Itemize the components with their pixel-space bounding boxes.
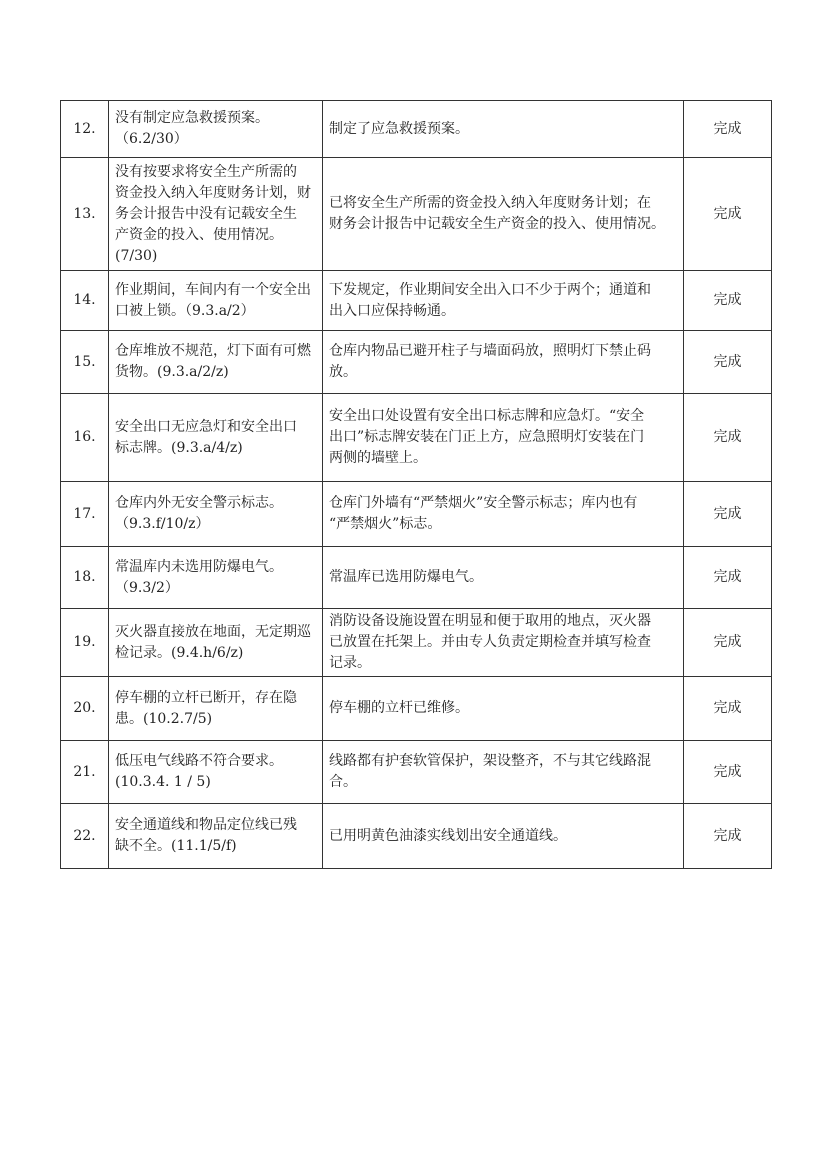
row-number: 19. — [61, 609, 109, 677]
table-row — [61, 547, 772, 609]
action-cell: 已将安全生产所需的资金投入纳入年度财务计划；在 财务会计报告中记载安全生产资金的投入、使用情况。 — [323, 158, 684, 271]
row-number: 14. — [61, 271, 109, 331]
status-cell: 完成 — [684, 331, 772, 394]
action-cell: 常温库已选用防爆电气。 — [323, 547, 684, 609]
status-cell: 完成 — [684, 547, 772, 609]
row-number: 22. — [61, 804, 109, 869]
row-number: 20. — [61, 677, 109, 741]
table-row — [61, 741, 772, 804]
row-number: 13. — [61, 158, 109, 271]
action-cell: 仓库门外墙有“严禁烟火”安全警示标志；库内也有 “严禁烟火”标志。 — [323, 482, 684, 547]
issue-cell: 灭火器直接放在地面，无定期巡 检记录。(9.4.h/6/z) — [109, 609, 323, 677]
action-cell: 消防设备设施设置在明显和便于取用的地点，灭火器 已放置在托架上。并由专人负责定期检查并填写检查 记录。 — [323, 609, 684, 677]
status-cell: 完成 — [684, 101, 772, 158]
status-cell: 完成 — [684, 271, 772, 331]
action-cell: 下发规定，作业期间安全出入口不少于两个；通道和 出入口应保持畅通。 — [323, 271, 684, 331]
issue-cell: 没有制定应急救援预案。 （6.2/30） — [109, 101, 323, 158]
row-number: 18. — [61, 547, 109, 609]
row-number: 15. — [61, 331, 109, 394]
table-row — [61, 101, 772, 158]
action-cell: 已用明黄色油漆实线划出安全通道线。 — [323, 804, 684, 869]
rectification-table — [60, 100, 772, 869]
row-number: 17. — [61, 482, 109, 547]
action-cell: 停车棚的立杆已维修。 — [323, 677, 684, 741]
action-cell: 线路都有护套软管保护，架设整齐，不与其它线路混 合。 — [323, 741, 684, 804]
action-cell: 制定了应急救援预案。 — [323, 101, 684, 158]
issue-cell: 仓库堆放不规范，灯下面有可燃 货物。(9.3.a/2/z) — [109, 331, 323, 394]
table-row — [61, 331, 772, 394]
row-number: 21. — [61, 741, 109, 804]
table-row — [61, 677, 772, 741]
table-row — [61, 271, 772, 331]
action-cell: 安全出口处设置有安全出口标志牌和应急灯。“安全 出口”标志牌安装在门正上方，应急照明灯安装在门 两侧的墙壁上。 — [323, 394, 684, 482]
status-cell: 完成 — [684, 677, 772, 741]
table-row — [61, 609, 772, 677]
status-cell: 完成 — [684, 804, 772, 869]
status-cell: 完成 — [684, 482, 772, 547]
status-cell: 完成 — [684, 394, 772, 482]
row-number: 16. — [61, 394, 109, 482]
row-number: 12. — [61, 101, 109, 158]
issue-cell: 低压电气线路不符合要求。 (10.3.4. 1 / 5) — [109, 741, 323, 804]
status-cell: 完成 — [684, 741, 772, 804]
status-cell: 完成 — [684, 609, 772, 677]
status-cell: 完成 — [684, 158, 772, 271]
table-row — [61, 158, 772, 271]
action-cell: 仓库内物品已避开柱子与墙面码放，照明灯下禁止码 放。 — [323, 331, 684, 394]
issue-cell: 仓库内外无安全警示标志。 （9.3.f/10/z） — [109, 482, 323, 547]
table-row — [61, 804, 772, 869]
table-row — [61, 482, 772, 547]
table-row — [61, 394, 772, 482]
issue-cell: 安全通道线和物品定位线已残 缺不全。(11.1/5/f) — [109, 804, 323, 869]
issue-cell: 安全出口无应急灯和安全出口 标志牌。(9.3.a/4/z) — [109, 394, 323, 482]
issue-cell: 停车棚的立杆已断开，存在隐 患。(10.2.7/5) — [109, 677, 323, 741]
issue-cell: 作业期间，车间内有一个安全出 口被上锁。（9.3.a/2） — [109, 271, 323, 331]
issue-cell: 没有按要求将安全生产所需的 资金投入纳入年度财务计划，财 务会计报告中没有记载安全生 产资金的投入、使用情况。 (7/30) — [109, 158, 323, 271]
issue-cell: 常温库内未选用防爆电气。 （9.3/2） — [109, 547, 323, 609]
